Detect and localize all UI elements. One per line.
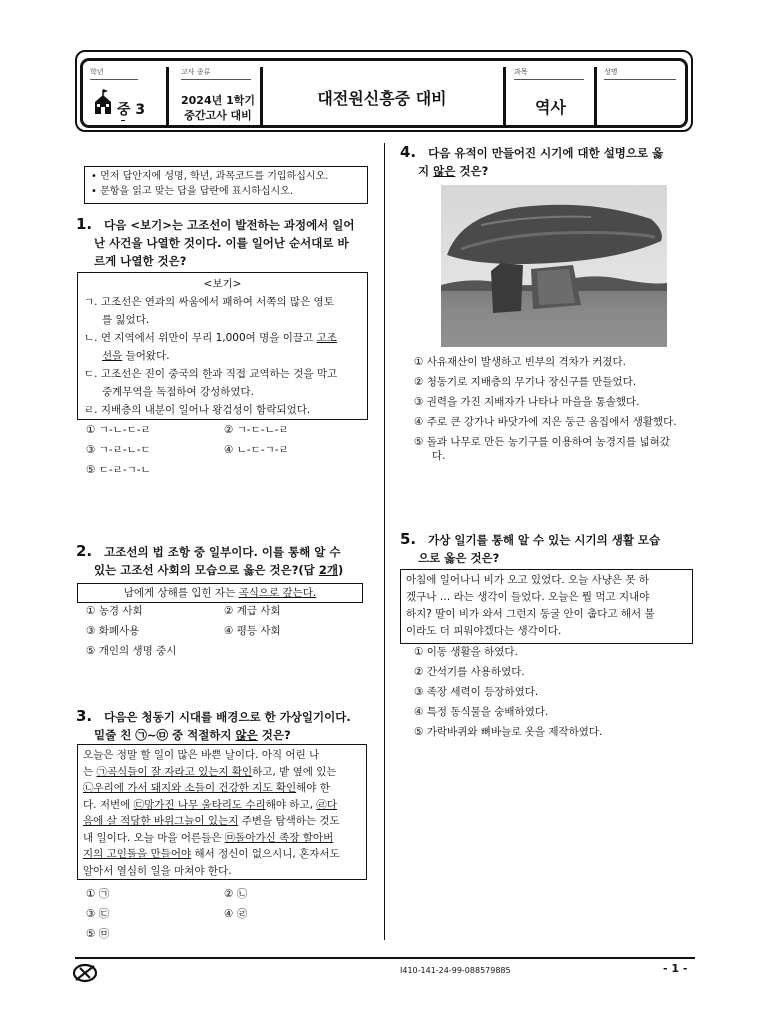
q5-options <box>414 642 602 742</box>
q3-diary-line-6 <box>83 830 361 847</box>
q1-number: 1. <box>76 215 93 233</box>
grade-value: 중 3 <box>117 102 146 118</box>
q5-passage-line-3: 하지? 딸이 비가 와서 그런지 동굴 안이 춥다고 해서 불 <box>406 608 655 620</box>
q1-option-5[interactable]: ⑤ ㄷ-ㄹ-ㄱ-ㄴ <box>86 464 151 476</box>
q3-diary-text: 주변을 탐색하는 것도 <box>238 815 340 827</box>
q1-text-line1: 다음 <보기>는 고조선이 발전하는 과정에서 일어 <box>104 218 355 232</box>
q1-text-line2: 난 사건을 나열한 것이다. 이를 일어난 순서대로 바 <box>94 236 349 250</box>
instruction-1: • 먼저 답안지에 성명, 학년, 과목코드를 기입하십시오. <box>91 171 329 182</box>
q5-option-3[interactable]: ③ 족장 세력이 등장하였다. <box>414 686 539 698</box>
q4-stem <box>400 143 696 180</box>
q3-text-end: 것은? <box>257 728 291 742</box>
q5-text-line2: 으로 옳은 것은? <box>418 551 500 565</box>
q5-number: 5. <box>400 530 417 548</box>
q3-diary-text: 해야 한 <box>296 782 330 794</box>
q1-option-2[interactable]: ② ㄱ-ㄷ-ㄴ-ㄹ <box>224 424 289 436</box>
q3-diary-line-3 <box>83 780 361 797</box>
q1-item-3-line1: ㄷ. 고조선은 진이 중국의 한과 직접 교역하는 것을 막고 <box>84 368 338 380</box>
q3-diary-text: 내 일이다. 오늘 마을 어른들은 <box>83 831 225 844</box>
q1-item-4-line1: ㄹ. 지배층의 내분이 일어나 왕검성이 함락되었다. <box>84 404 311 416</box>
question-5 <box>400 530 696 567</box>
q1-item-2-line1: ㄴ. 연 지역에서 위만이 무리 1,000여 명을 이끌고 고조 <box>84 332 337 344</box>
q2-law-box <box>77 583 363 603</box>
q2-number: 2. <box>76 542 93 560</box>
q3-text-line1: 다음은 청동기 시대를 배경으로 한 가상일기이다. <box>104 710 351 724</box>
q1-option-1[interactable]: ① ㄱ-ㄴ-ㄷ-ㄹ <box>86 424 151 436</box>
instructions-box <box>84 166 368 204</box>
q5-passage-line-1: 아침에 일어나니 비가 오고 있었다. 오늘 사냥은 못 하 <box>406 574 650 586</box>
question-3 <box>76 707 372 744</box>
q1-bogi-box <box>77 272 368 420</box>
q4-option-2[interactable]: ② 청동기로 지배층의 무기나 장신구를 만들었다. <box>414 376 637 388</box>
question-2 <box>76 542 372 579</box>
q3-diary-text: 해서 정신이 없으시니, 혼자서도 <box>191 848 340 860</box>
q5-passage-line-4: 이라도 더 피워야겠다는 생각이다. <box>406 625 562 637</box>
instruction-2: • 문항을 읽고 맞는 답을 답란에 표시하십시오. <box>91 186 294 197</box>
subject-label-cell <box>514 67 584 80</box>
grade-label: 학년 <box>90 67 138 80</box>
footer-code: I410-141-24-99-088579885 <box>400 966 511 975</box>
q4-text-line1: 다음 유적이 만들어진 시기에 대한 설명으로 옳 <box>428 146 664 160</box>
q2-law-text-a: 남에게 상해를 입힌 자는 <box>123 587 239 599</box>
q5-passage-line-2: 겠구나 … 라는 생각이 들었다. 오늘은 뭘 먹고 지내야 <box>406 591 650 603</box>
q3-diary-line-8 <box>83 863 361 880</box>
q2-text-end: ) <box>337 563 344 577</box>
q2-text-line1: 고조선의 법 조항 중 일부이다. 이를 통해 알 수 <box>104 545 341 559</box>
q3-option-4[interactable]: ④ ㉣ <box>224 908 248 920</box>
q3-diary-line-5 <box>83 813 361 830</box>
q1-option-4[interactable]: ④ ㄴ-ㄷ-ㄱ-ㄹ <box>224 444 289 456</box>
q3-underline-a: ㉠곡식들이 잘 자라고 있는지 확인 <box>96 765 253 778</box>
q4-number: 4. <box>400 143 417 161</box>
exam-type <box>176 93 260 123</box>
q4-options <box>414 352 677 466</box>
q4-option-3[interactable]: ③ 권력을 가진 지배자가 나타나 마을을 통솔했다. <box>414 396 640 408</box>
q5-stem <box>400 530 696 567</box>
school-icon <box>92 88 114 120</box>
header-divider-1 <box>166 67 169 125</box>
q1-option-3[interactable]: ③ ㄱ-ㄹ-ㄴ-ㄷ <box>86 444 151 456</box>
q2-option-4[interactable]: ④ 평등 사회 <box>224 625 281 637</box>
q3-diary-text: 알아서 열심히 일을 마쳐야 한다. <box>83 864 232 877</box>
q5-text-line1: 가상 일기를 통해 알 수 있는 시기의 생활 모습 <box>428 533 661 547</box>
q1-item-3 <box>84 365 361 401</box>
q3-diary-line-2 <box>83 764 361 781</box>
q3-option-2[interactable]: ② ㉡ <box>224 888 248 900</box>
q5-option-5[interactable]: ⑤ 가락바퀴와 뼈바늘로 옷을 제작하였다. <box>414 726 603 738</box>
subject-value: 역사 <box>535 98 566 117</box>
exam-type-label-cell <box>181 67 251 80</box>
q1-item-3-line2: 중계무역을 독점하여 강성하였다. <box>102 386 255 398</box>
q4-option-5-cont: 다. <box>432 450 446 462</box>
publisher-logo-icon <box>72 962 98 988</box>
q3-diary-text: 다. 저번에 <box>83 798 134 811</box>
q4-text-line2: 지 <box>418 164 434 178</box>
q2-text-line2: 있는 고조선 사회의 모습으로 옳은 것은?(답 <box>94 563 319 577</box>
q4-text-emph: 않은 <box>433 164 456 178</box>
q3-diary-text: 하고, 밭 옆에 있는 <box>252 765 337 778</box>
q1-item-1-line2: 를 잃었다. <box>102 314 150 326</box>
q3-text-line2: 밑줄 친 ㉠~㉤ 중 적절하지 <box>94 728 236 742</box>
q4-option-4[interactable]: ④ 주로 큰 강가나 바닷가에 지은 둥근 움집에서 생활했다. <box>414 416 677 428</box>
name-label: 성명 <box>604 67 676 80</box>
page-number: - 1 - <box>663 962 688 975</box>
school-title: 대전원신흥중 대비 <box>317 89 447 108</box>
header-divider-4 <box>594 67 597 125</box>
q1-stem <box>76 215 372 270</box>
q1-item-2 <box>84 329 361 365</box>
q2-text-emph: 2개 <box>318 563 338 577</box>
q3-diary-line-1 <box>83 747 361 764</box>
exam-type-label: 고사 종류 <box>181 67 251 80</box>
q1-item-1 <box>84 293 361 329</box>
question-4 <box>400 143 696 180</box>
q4-text-end: 것은? <box>455 164 489 178</box>
q3-option-5[interactable]: ⑤ ㉤ <box>86 928 110 940</box>
q4-option-1[interactable]: ① 사유재산이 발생하고 빈부의 격차가 커졌다. <box>414 356 627 368</box>
q3-diary-line-4 <box>83 797 361 814</box>
q3-underline-e2: 지의 고인돌을 만들어야 <box>83 848 192 860</box>
name-label-cell <box>604 67 676 80</box>
q2-option-5[interactable]: ⑤ 개인의 생명 중시 <box>86 645 177 657</box>
q3-diary-text: 해야 하고, <box>265 798 317 811</box>
question-1 <box>76 215 372 270</box>
q1-bogi-title: <보기> <box>203 278 242 290</box>
q5-option-2[interactable]: ② 간석기를 사용하였다. <box>414 666 525 678</box>
q1-item-1-line1: ㄱ. 고조선은 연과의 싸움에서 패하여 서쪽의 많은 영토 <box>84 296 334 308</box>
grade-dash <box>121 120 125 121</box>
q3-number: 3. <box>76 707 93 725</box>
q2-option-1[interactable]: ① 농경 사회 <box>86 605 143 617</box>
grade-label-cell <box>90 67 138 80</box>
dolmen-image <box>441 185 667 347</box>
q3-diary-box <box>77 744 367 880</box>
q1-text-line3: 르게 나열한 것은? <box>94 254 187 268</box>
q2-option-2[interactable]: ② 계급 사회 <box>224 605 281 617</box>
column-divider <box>384 143 385 940</box>
footer-rule <box>75 957 695 959</box>
q3-underline-b: ㉡우리에 가서 돼지와 소들이 건강한 지도 확인 <box>83 782 297 794</box>
q3-underline-e: ㉤돌아가신 족장 할아버 <box>224 831 334 844</box>
exam-type-line1: 2024년 1학기 <box>181 94 255 107</box>
q3-diary-text: 는 <box>83 765 97 778</box>
q3-text-emph: 않은 <box>235 728 258 742</box>
q4-option-5[interactable]: ⑤ 돌과 나무로 만든 농기구를 이용하여 농경지를 넓혀갔 <box>414 436 670 448</box>
exam-type-line2: 중간고사 대비 <box>184 109 252 122</box>
q2-option-3[interactable]: ③ 화폐사용 <box>86 625 140 637</box>
subject-label: 과목 <box>514 67 584 80</box>
q3-underline-d2: 음에 살 적당한 바위그늘이 있는지 <box>83 815 239 827</box>
q3-underline-d: ㉣다 <box>316 798 337 811</box>
header-divider-3 <box>503 67 506 125</box>
q3-option-3[interactable]: ③ ㉢ <box>86 908 110 920</box>
q3-option-1[interactable]: ① ㉠ <box>86 888 110 900</box>
q1-item-2-line2: 선을 들어왔다. <box>102 350 170 362</box>
q3-diary-text: 오늘은 정말 할 일이 많은 바쁜 날이다. 아직 어린 나 <box>83 749 320 761</box>
q3-stem <box>76 707 372 744</box>
q2-law-text-b: 곡식으로 갚는다. <box>238 587 317 599</box>
q2-stem <box>76 542 372 579</box>
q5-diary-box <box>400 569 693 644</box>
q5-option-4[interactable]: ④ 특정 동식물을 숭배하였다. <box>414 706 549 718</box>
q3-diary-line-7 <box>83 846 361 863</box>
q3-underline-c: ㉢망가진 나무 울타리도 수리 <box>133 798 266 811</box>
q5-option-1[interactable]: ① 이동 생활을 하였다. <box>414 646 518 658</box>
